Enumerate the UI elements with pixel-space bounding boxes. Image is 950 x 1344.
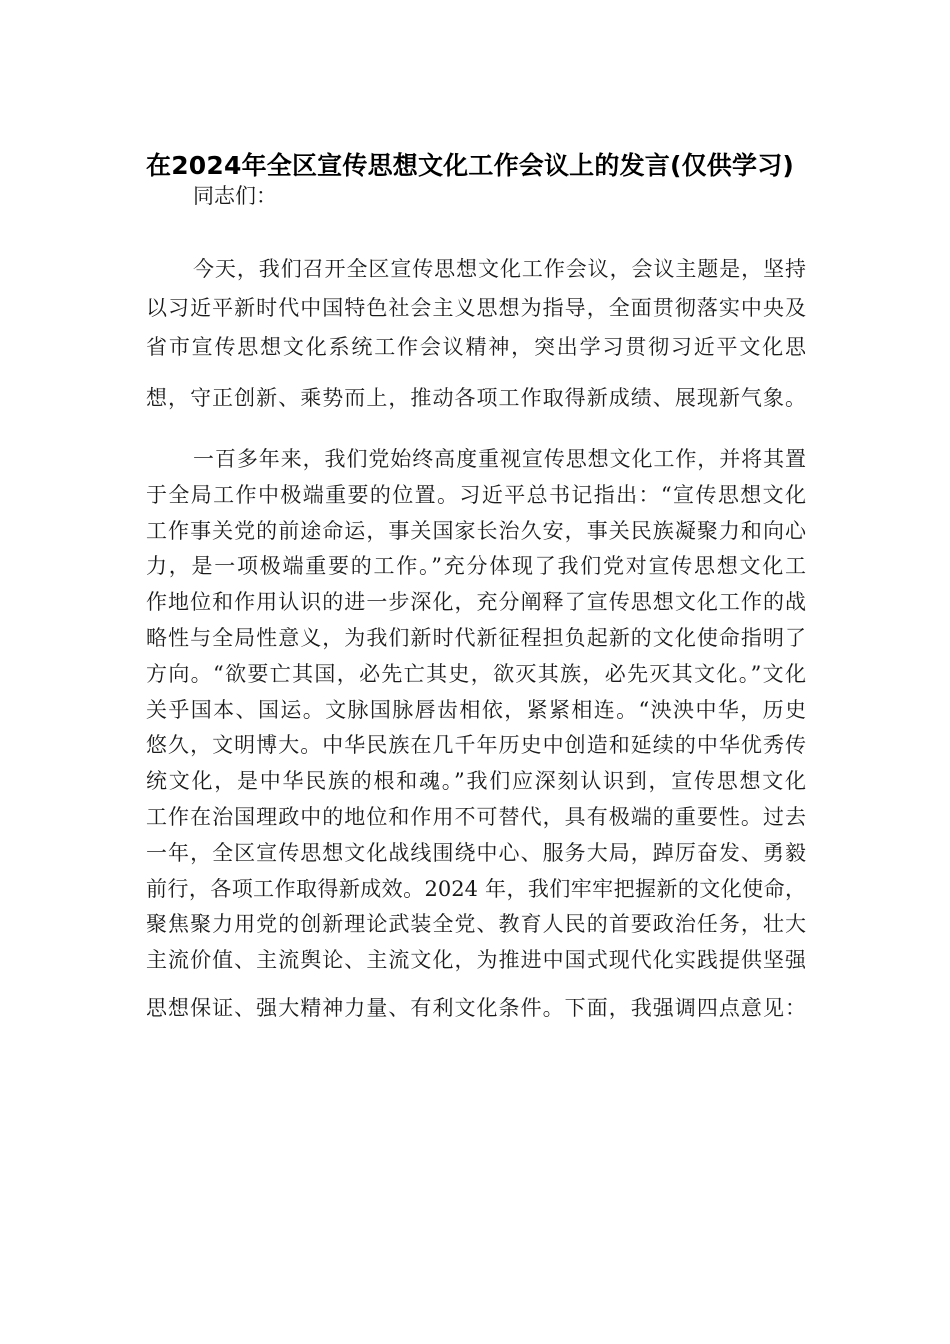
paragraph-line: 略性与全局性意义，为我们新时代新征程担负起新的文化使命指明了 xyxy=(146,625,806,650)
paragraph-line: 主流价值、主流舆论、主流文化，为推进中国式现代化实践提供坚强 xyxy=(146,948,806,973)
document-title: 在2024年全区宣传思想文化工作会议上的发言(仅供学习) xyxy=(146,151,795,180)
paragraph-line: 想，守正创新、乘势而上，推动各项工作取得新成绩、展现新气象。 xyxy=(146,386,806,410)
greeting: 同志们： xyxy=(193,184,277,208)
paragraph-line: 一年，全区宣传思想文化战线围绕中心、服务大局，踔厉奋发、勇毅 xyxy=(146,840,806,865)
paragraph-2 xyxy=(146,442,806,1027)
paragraph-line: 力，是一项极端重要的工作。”充分体现了我们党对宣传思想文化工 xyxy=(146,554,806,579)
paragraph-line: 工作在治国理政中的地位和作用不可替代，具有极端的重要性。过去 xyxy=(146,804,806,829)
paragraph-line: 省市宣传思想文化系统工作会议精神，突出学习贯彻习近平文化思 xyxy=(146,335,806,359)
paragraph-line: 今天，我们召开全区宣传思想文化工作会议，会议主题是，坚持 xyxy=(193,257,806,281)
paragraph-line: 悠久，文明博大。中华民族在几千年历史中创造和延续的中华优秀传 xyxy=(146,733,806,758)
paragraph-1 xyxy=(146,250,806,418)
paragraph-line: 聚焦聚力用党的创新理论武装全党、教育人民的首要政治任务，壮大 xyxy=(146,912,806,937)
paragraph-line: 统文化，是中华民族的根和魂。”我们应深刻认识到，宣传思想文化 xyxy=(146,769,806,794)
paragraph-line: 以习近平新时代中国特色社会主义思想为指导，全面贯彻落实中央及 xyxy=(146,296,806,320)
paragraph-line: 关乎国本、国运。文脉国脉唇齿相依，紧紧相连。“泱泱中华，历史 xyxy=(146,697,806,722)
paragraph-line: 于全局工作中极端重要的位置。习近平总书记指出：“宣传思想文化 xyxy=(146,482,806,507)
paragraph-line: 作地位和作用认识的进一步深化，充分阐释了宣传思想文化工作的战 xyxy=(146,590,806,615)
paragraph-line: 思想保证、强大精神力量、有利文化条件。下面，我强调四点意见： xyxy=(146,995,806,1020)
paragraph-line: 工作事关党的前途命运，事关国家长治久安，事关民族凝聚力和向心 xyxy=(146,518,806,543)
paragraph-line: 方向。“欲要亡其国，必先亡其史，欲灭其族，必先灭其文化。”文化 xyxy=(146,661,806,686)
paragraph-line: 前行，各项工作取得新成效。2024 年，我们牢牢把握新的文化使命， xyxy=(146,876,806,901)
paragraph-line: 一百多年来，我们党始终高度重视宣传思想文化工作，并将其置 xyxy=(193,447,806,471)
